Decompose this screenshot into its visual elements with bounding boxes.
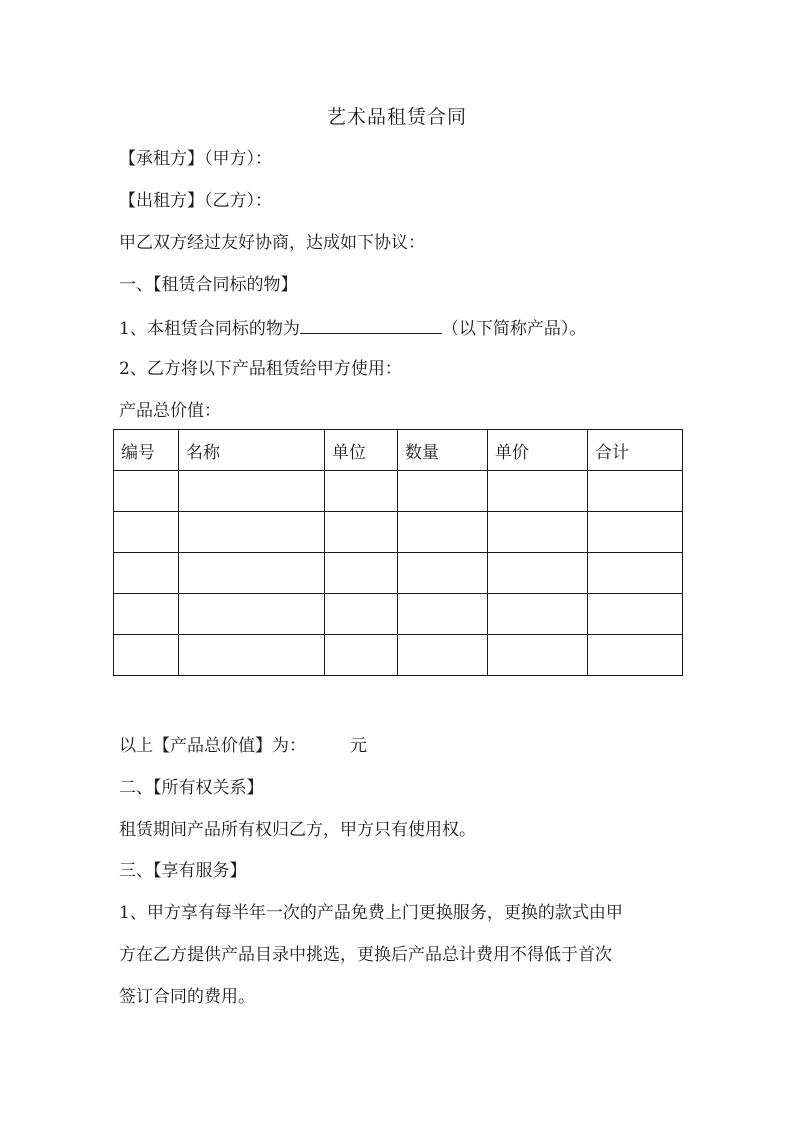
- table-cell[interactable]: [588, 553, 683, 594]
- table-cell[interactable]: [179, 594, 325, 635]
- section3-item1-line2: 方在乙方提供产品目录中挑选，更换后产品总计费用不得低于首次: [119, 945, 612, 965]
- table-cell[interactable]: [398, 553, 488, 594]
- table-cell[interactable]: [325, 512, 398, 553]
- lessor-line: 【出租方】（乙方）：: [119, 191, 272, 211]
- table-cell[interactable]: [114, 471, 179, 512]
- table-row: [114, 471, 683, 512]
- section2-body: 租赁期间产品所有权归乙方，甲方只有使用权。: [119, 820, 476, 840]
- table-cell[interactable]: [114, 512, 179, 553]
- table-cell[interactable]: [325, 594, 398, 635]
- table-cell[interactable]: [179, 553, 325, 594]
- section3-item1-line1: 1、甲方享有每半年一次的产品免费上门更换服务，更换的款式由甲: [119, 903, 623, 923]
- table-cell[interactable]: [398, 635, 488, 676]
- total-value-label: 产品总价值：: [119, 401, 221, 421]
- table-row: [114, 512, 683, 553]
- lessee-line: 【承租方】（甲方）：: [119, 149, 272, 169]
- table-cell[interactable]: [488, 635, 588, 676]
- section1-heading: 一、【租赁合同标的物】: [119, 275, 298, 295]
- table-row: [114, 553, 683, 594]
- table-cell[interactable]: [588, 635, 683, 676]
- table-cell[interactable]: [179, 635, 325, 676]
- section2-heading: 二、【所有权关系】: [119, 778, 264, 798]
- table-cell[interactable]: [325, 635, 398, 676]
- section1-item1: [119, 314, 586, 342]
- table-header-cell: 合计: [588, 430, 683, 471]
- product-table: [113, 429, 683, 676]
- table-cell[interactable]: [488, 594, 588, 635]
- table-cell[interactable]: [588, 594, 683, 635]
- table-row: [114, 594, 683, 635]
- table-cell[interactable]: [325, 471, 398, 512]
- table-header-cell: 单位: [325, 430, 398, 471]
- section3-heading: 三、【享有服务】: [119, 861, 247, 881]
- table-header-cell: 数量: [398, 430, 488, 471]
- table-cell[interactable]: [179, 471, 325, 512]
- table-cell[interactable]: [179, 512, 325, 553]
- table-cell[interactable]: [325, 553, 398, 594]
- section1-item1-suffix: （以下简称产品）。: [441, 319, 587, 339]
- table-cell[interactable]: [488, 553, 588, 594]
- total-line-unit: 元: [350, 736, 367, 756]
- table-cell[interactable]: [398, 512, 488, 553]
- table-cell[interactable]: [488, 512, 588, 553]
- document-title: 艺术品租赁合同: [326, 106, 467, 128]
- table-cell[interactable]: [488, 471, 588, 512]
- table-cell[interactable]: [588, 471, 683, 512]
- table-cell[interactable]: [588, 512, 683, 553]
- total-line-prefix: 以上【产品总价值】为：: [119, 736, 306, 756]
- table-header-cell: 编号: [114, 430, 179, 471]
- table-cell[interactable]: [398, 471, 488, 512]
- table-cell[interactable]: [114, 635, 179, 676]
- section1-item2: 2、乙方将以下产品租赁给甲方使用：: [119, 359, 402, 379]
- section3-item1-line3: 签订合同的费用。: [119, 987, 255, 1007]
- total-line: [119, 733, 367, 759]
- section1-item1-prefix: 1、本租赁合同标的物为: [119, 319, 300, 339]
- table-cell[interactable]: [114, 594, 179, 635]
- table-header-row: [114, 430, 683, 471]
- table-header-cell: 名称: [179, 430, 325, 471]
- intro-line: 甲乙双方经过友好协商，达成如下协议：: [119, 233, 425, 253]
- subject-blank-field[interactable]: [300, 314, 442, 334]
- table-cell[interactable]: [398, 594, 488, 635]
- table-cell[interactable]: [114, 553, 179, 594]
- table-row: [114, 635, 683, 676]
- table-header-cell: 单价: [488, 430, 588, 471]
